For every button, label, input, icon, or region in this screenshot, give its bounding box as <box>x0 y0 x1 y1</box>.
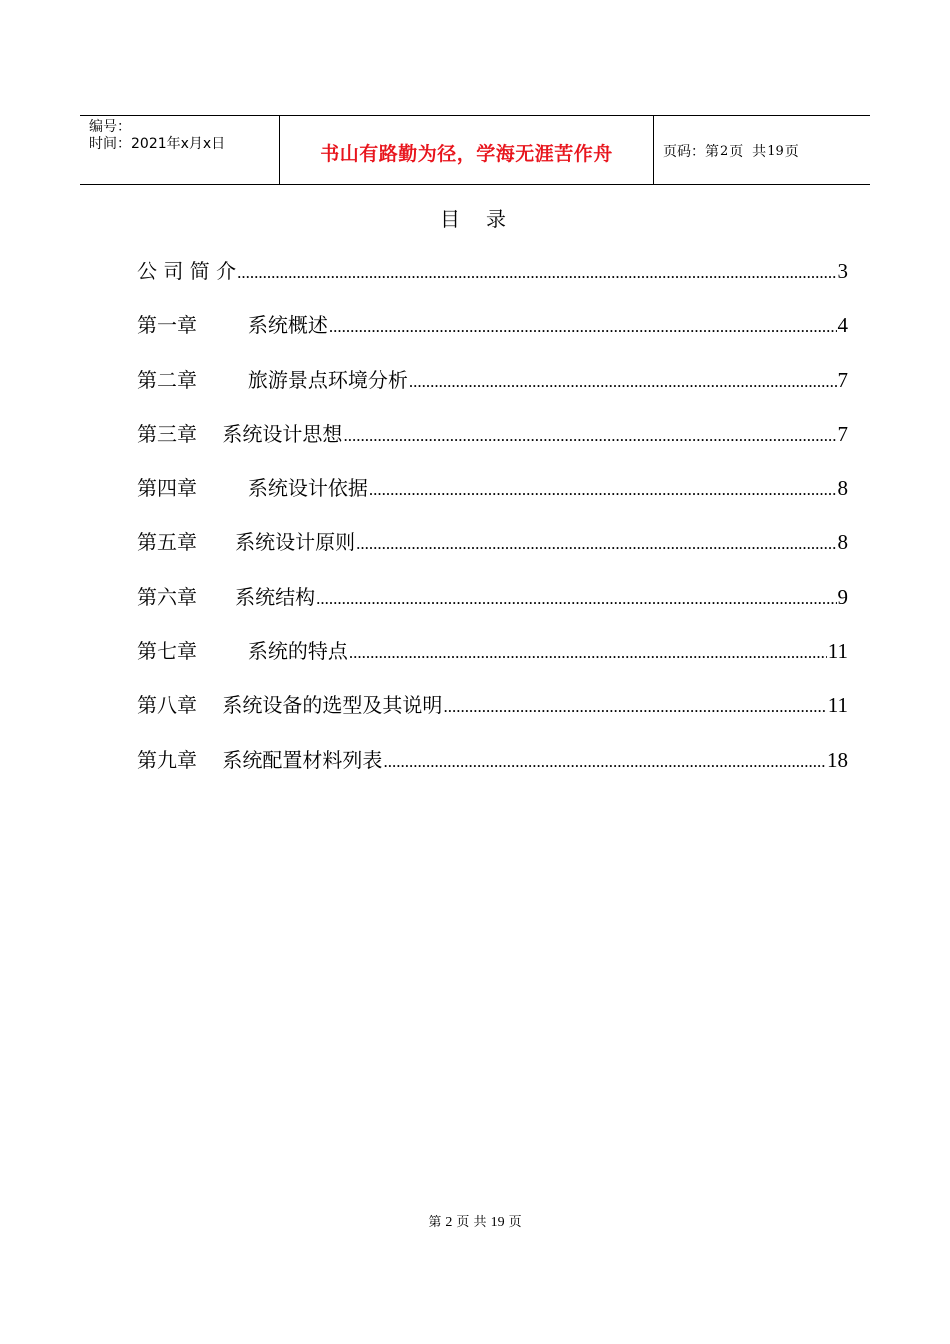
toc-chapter: 第六章 <box>137 584 197 609</box>
header-page-mid: 页 共 <box>729 144 767 160</box>
toc-entry[interactable] <box>137 689 848 743</box>
toc-entry[interactable] <box>137 472 848 526</box>
toc-page-number: 4 <box>837 313 848 338</box>
header-motto: 书山有路勤为径，学海无涯苦作舟 <box>280 116 654 184</box>
toc-chapter: 第三章 <box>137 421 197 446</box>
toc-entry[interactable] <box>137 309 848 363</box>
footer-current-page: 2 <box>445 1215 453 1230</box>
header-page-end: 页 <box>784 144 799 160</box>
toc-leader-dots <box>443 697 826 717</box>
toc-page-number: 11 <box>827 693 848 718</box>
header-page-total: 19 <box>767 143 784 159</box>
toc-chapter: 第八章 <box>137 693 197 718</box>
header-page-info <box>654 116 870 184</box>
header-page-current: 2 <box>720 143 729 159</box>
toc-page-number: 3 <box>837 259 848 283</box>
footer-total-pages: 19 <box>490 1215 505 1230</box>
toc-section: 系统设计依据 <box>197 476 368 501</box>
toc-page-number: 8 <box>837 530 848 555</box>
toc-page-number: 11 <box>827 639 848 664</box>
toc-entry[interactable] <box>137 255 848 309</box>
header-page-label: 页码：第 <box>663 144 719 160</box>
toc-section: 系统配置材料列表 <box>197 747 383 772</box>
toc-entry[interactable] <box>137 744 848 798</box>
toc-leader-dots <box>409 372 837 392</box>
toc-section: 系统设计思想 <box>197 421 343 446</box>
toc-title-char-2: 录 <box>486 207 510 231</box>
toc-section: 系统结构 <box>197 584 316 609</box>
toc-entry[interactable] <box>137 364 848 418</box>
toc-chapter: 公 司 简 介 <box>137 259 237 283</box>
toc-chapter: 第九章 <box>137 747 197 772</box>
toc-leader-dots <box>369 480 837 500</box>
header-meta <box>80 116 280 184</box>
toc-leader-dots <box>329 317 837 337</box>
toc-section: 系统的特点 <box>197 639 348 664</box>
toc-section: 旅游景点环境分析 <box>197 367 408 392</box>
document-time-label: 时间：2021年x月x日 <box>89 136 226 152</box>
toc-entry[interactable] <box>137 418 848 472</box>
page-header <box>80 115 870 185</box>
toc-section: 系统设计原则 <box>197 530 356 555</box>
toc-chapter: 第二章 <box>137 367 197 392</box>
toc-leader-dots <box>356 534 836 554</box>
toc-entry[interactable] <box>137 635 848 689</box>
toc-chapter: 第一章 <box>137 313 197 338</box>
toc-chapter: 第七章 <box>137 639 197 664</box>
toc-leader-dots <box>349 643 827 663</box>
toc-leader-dots <box>237 263 836 283</box>
toc-leader-dots <box>383 752 826 772</box>
footer-suffix: 页 <box>508 1215 522 1230</box>
toc-section: 系统设备的选型及其说明 <box>197 693 443 718</box>
table-of-contents <box>137 255 848 798</box>
toc-leader-dots <box>316 589 836 609</box>
toc-title <box>0 203 950 232</box>
toc-title-char-1: 目 <box>440 207 464 231</box>
toc-page-number: 7 <box>837 421 848 446</box>
document-number-label: 编号： <box>89 119 131 135</box>
toc-leader-dots <box>343 426 836 446</box>
toc-section: 系统概述 <box>197 313 328 338</box>
toc-page-number: 7 <box>837 367 848 392</box>
toc-page-number: 18 <box>827 747 848 772</box>
toc-page-number: 8 <box>837 476 848 501</box>
toc-page-number: 9 <box>837 584 848 609</box>
toc-chapter: 第四章 <box>137 476 197 501</box>
footer-middle: 页 共 <box>456 1215 487 1230</box>
toc-entry[interactable] <box>137 581 848 635</box>
footer-prefix: 第 <box>428 1215 442 1230</box>
toc-entry[interactable] <box>137 526 848 580</box>
toc-chapter: 第五章 <box>137 530 197 555</box>
page-footer <box>0 1211 950 1231</box>
